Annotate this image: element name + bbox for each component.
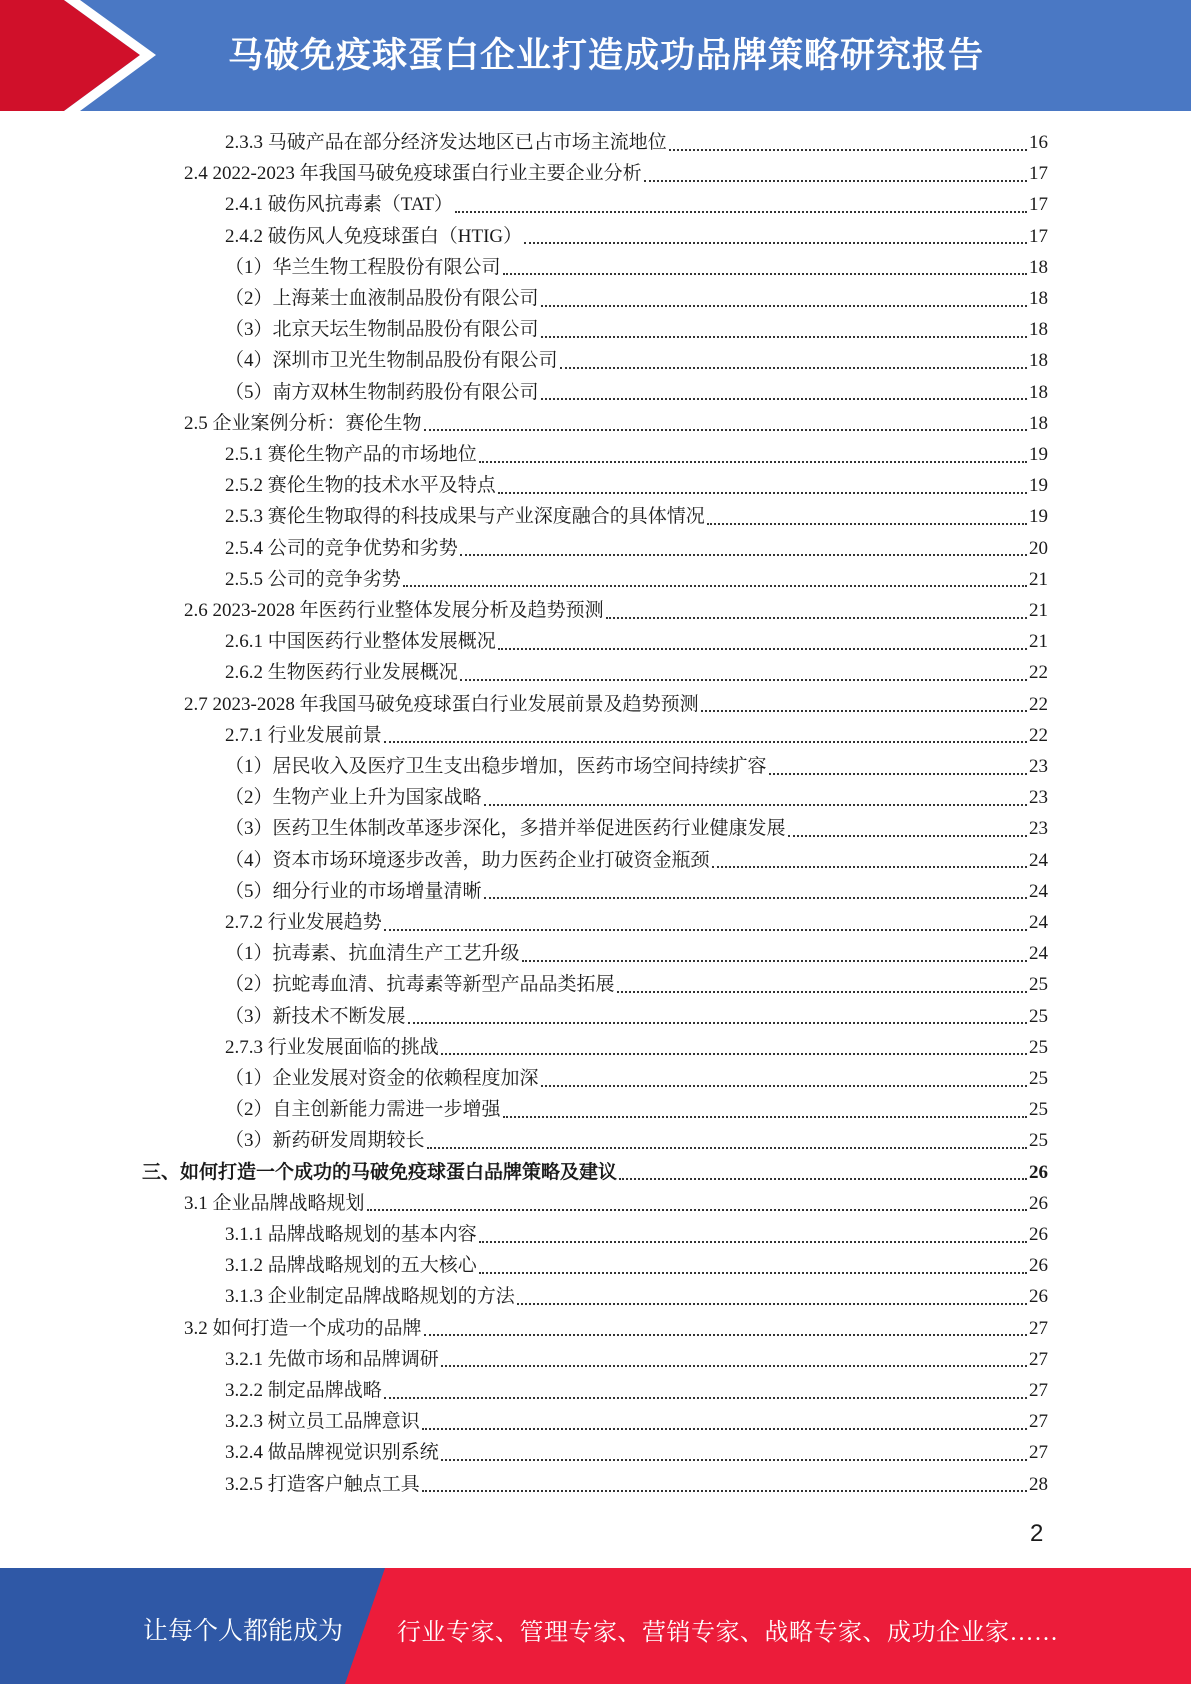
toc-entry-page: 26 <box>1029 1224 1048 1245</box>
toc-entry[interactable] <box>225 470 1048 501</box>
toc-entry[interactable] <box>184 158 1048 189</box>
toc-dot-leader <box>441 1459 1027 1461</box>
toc-entry[interactable] <box>225 1001 1048 1032</box>
toc-entry-page: 18 <box>1029 350 1048 372</box>
toc-entry-page: 17 <box>1029 163 1048 185</box>
toc-entry[interactable] <box>225 813 1048 844</box>
toc-entry-page: 22 <box>1029 662 1048 684</box>
toc-dot-leader <box>424 429 1027 431</box>
toc-entry-page: 19 <box>1029 506 1048 528</box>
toc-entry[interactable] <box>225 720 1048 751</box>
toc-entry[interactable] <box>225 314 1048 345</box>
toc-dot-leader <box>479 1272 1027 1274</box>
toc-dot-leader <box>498 492 1027 494</box>
toc-entry-title: （3）新技术不断发展 <box>225 1005 406 1027</box>
toc-entry-page: 24 <box>1029 849 1048 871</box>
toc-entry-title: 3.2 如何打造一个成功的品牌 <box>184 1317 422 1339</box>
toc-entry-page: 27 <box>1029 1380 1048 1401</box>
toc-entry[interactable] <box>225 1219 1048 1250</box>
toc-entry-title: 3.1.2 品牌战略规划的五大核心 <box>225 1255 477 1277</box>
toc-entry-page: 26 <box>1029 1161 1048 1183</box>
toc-entry-page: 23 <box>1029 787 1048 809</box>
toc-entry[interactable] <box>225 969 1048 1000</box>
toc-dot-leader <box>541 1085 1027 1087</box>
toc-dot-leader <box>517 1303 1027 1305</box>
toc-dot-leader <box>701 710 1027 712</box>
toc-entry[interactable] <box>225 626 1048 657</box>
toc-dot-leader <box>384 929 1027 931</box>
toc-entry-page: 24 <box>1029 912 1048 933</box>
toc-entry-title: 2.5 企业案例分析：赛伦生物 <box>184 412 422 434</box>
toc-entry-page: 25 <box>1029 1005 1048 1027</box>
toc-entry-title: 2.7.3 行业发展面临的挑战 <box>225 1036 439 1058</box>
footer-slogan-right: 行业专家、管理专家、营销专家、战略专家、成功企业家…… <box>397 1620 1059 1646</box>
toc-entry-page: 23 <box>1029 818 1048 840</box>
toc-entry-title: 3.2.5 打造客户触点工具 <box>225 1473 420 1495</box>
toc-dot-leader <box>541 336 1027 338</box>
toc-entry-title: 2.6.1 中国医药行业整体发展概况 <box>225 631 496 653</box>
toc-dot-leader <box>479 1241 1027 1243</box>
toc-entry[interactable] <box>225 564 1048 595</box>
toc-entry[interactable] <box>225 127 1048 158</box>
toc-entry-page: 25 <box>1029 1130 1048 1152</box>
toc-entry-title: 2.5.5 公司的竞争劣势 <box>225 568 401 590</box>
toc-dot-leader <box>484 804 1027 806</box>
toc-entry-title: 3.1.1 品牌战略规划的基本内容 <box>225 1224 477 1245</box>
toc-entry-title: 2.3.3 马破产品在部分经济发达地区已占市场主流地位 <box>225 132 667 153</box>
toc-entry-page: 22 <box>1029 693 1048 715</box>
toc-dot-leader <box>498 648 1027 650</box>
toc-entry-page: 25 <box>1029 1068 1048 1089</box>
toc-dot-leader <box>788 835 1027 837</box>
toc-entry[interactable] <box>184 1313 1048 1344</box>
toc-entry[interactable] <box>225 533 1048 564</box>
toc-entry-page: 27 <box>1029 1442 1048 1464</box>
toc-entry-title: 2.5.1 赛伦生物产品的市场地位 <box>225 444 477 465</box>
toc-entry[interactable] <box>225 377 1048 408</box>
toc-dot-leader <box>460 554 1027 556</box>
toc-entry-title: （1）居民收入及医疗卫生支出稳步增加，医药市场空间持续扩容 <box>225 756 767 777</box>
page-footer <box>0 1568 1191 1684</box>
toc-entry-title: 2.5.2 赛伦生物的技术水平及特点 <box>225 475 496 497</box>
toc-entry-title: 三、如何打造一个成功的马破免疫球蛋白品牌策略及建议 <box>142 1161 618 1183</box>
toc-dot-leader <box>644 180 1027 182</box>
toc-entry-title: （2）自主创新能力需进一步增强 <box>225 1099 501 1121</box>
toc-entry[interactable] <box>184 689 1048 720</box>
toc-entry-title: 2.5.4 公司的竞争优势和劣势 <box>225 537 458 559</box>
toc-entry-title: 2.4.1 破伤风抗毒素（TAT） <box>225 194 454 216</box>
toc-dot-leader <box>455 211 1027 213</box>
toc-dot-leader <box>503 1116 1027 1118</box>
toc-entry-title: 2.7.1 行业发展前景 <box>225 724 382 746</box>
toc-dot-leader <box>619 1178 1027 1180</box>
toc-entry[interactable] <box>225 1406 1048 1437</box>
toc-entry-page: 25 <box>1029 1036 1048 1058</box>
toc-entry-page: 27 <box>1029 1348 1048 1370</box>
toc-entry[interactable] <box>225 1250 1048 1281</box>
toc-entry[interactable] <box>225 1281 1048 1312</box>
page-title: 马破免疫球蛋白企业打造成功品牌策略研究报告 <box>228 36 985 76</box>
toc-dot-leader <box>560 367 1027 369</box>
toc-entry-title: 2.4 2022-2023 年我国马破免疫球蛋白行业主要企业分析 <box>184 163 642 185</box>
toc-entry-page: 27 <box>1029 1317 1048 1339</box>
toc-entry-title: 2.4.2 破伤风人免疫球蛋白（HTIG） <box>225 225 523 247</box>
toc-dot-leader <box>460 679 1027 681</box>
toc-dot-leader <box>408 1022 1027 1024</box>
toc-entry-page: 17 <box>1029 194 1048 216</box>
toc-dot-leader <box>707 523 1027 525</box>
toc-dot-leader <box>769 773 1027 775</box>
toc-entry-title: （1）抗毒素、抗血清生产工艺升级 <box>225 943 520 965</box>
toc-dot-leader <box>427 1147 1027 1149</box>
toc-entry-title: （5）细分行业的市场增量清晰 <box>225 880 482 902</box>
toc-dot-leader <box>441 1365 1027 1367</box>
toc-entry[interactable] <box>225 252 1048 283</box>
toc-dot-leader <box>384 741 1027 743</box>
toc-entry-page: 24 <box>1029 880 1048 902</box>
footer-slogan-left: 让每个人都能成为 <box>143 1618 344 1645</box>
toc-entry-page: 18 <box>1029 381 1048 403</box>
toc-entry-page: 18 <box>1029 319 1048 341</box>
toc-entry-page: 26 <box>1029 1286 1048 1308</box>
toc-entry-page: 17 <box>1029 225 1048 247</box>
toc-entry-page: 27 <box>1029 1411 1048 1433</box>
toc-entry-title: 3.2.2 制定品牌战略 <box>225 1380 382 1401</box>
toc-entry[interactable] <box>225 845 1048 876</box>
toc-entry[interactable] <box>184 595 1048 626</box>
toc-entry-title: （3）北京天坛生物制品股份有限公司 <box>225 319 539 341</box>
toc-entry-title: （5）南方双林生物制药股份有限公司 <box>225 381 539 403</box>
toc-entry[interactable] <box>225 876 1048 907</box>
toc-dot-leader <box>712 866 1027 868</box>
toc-dot-leader <box>522 960 1027 962</box>
toc-entry-title: 3.1 企业品牌战略规划 <box>184 1192 365 1214</box>
toc-entry[interactable] <box>225 189 1048 220</box>
toc-entry-title: 2.5.3 赛伦生物取得的科技成果与产业深度融合的具体情况 <box>225 506 705 528</box>
toc-dot-leader <box>606 617 1027 619</box>
header-red-arrow <box>0 0 140 111</box>
toc-entry-title: （2）生物产业上升为国家战略 <box>225 787 482 809</box>
toc-entry[interactable] <box>225 345 1048 376</box>
toc-entry[interactable] <box>225 1094 1048 1125</box>
toc-entry[interactable] <box>225 1125 1048 1156</box>
toc-entry-page: 18 <box>1029 256 1048 278</box>
toc-entry[interactable] <box>225 439 1048 470</box>
toc-dot-leader <box>484 897 1027 899</box>
toc-entry[interactable] <box>142 1157 1048 1188</box>
toc-entry-page: 19 <box>1029 444 1048 465</box>
toc-entry-title: （1）华兰生物工程股份有限公司 <box>225 256 501 278</box>
toc-dot-leader <box>479 461 1027 463</box>
toc-entry-page: 28 <box>1029 1473 1048 1495</box>
toc-entry-page: 21 <box>1029 600 1048 621</box>
toc-dot-leader <box>422 1490 1027 1492</box>
toc-entry-title: 2.6 2023-2028 年医药行业整体发展分析及趋势预测 <box>184 600 604 621</box>
toc-entry-page: 23 <box>1029 756 1048 777</box>
toc-entry-page: 24 <box>1029 943 1048 965</box>
toc-entry-page: 19 <box>1029 475 1048 497</box>
toc-dot-leader <box>403 585 1027 587</box>
toc-entry[interactable] <box>225 1063 1048 1094</box>
toc-entry[interactable] <box>225 221 1048 252</box>
toc-dot-leader <box>669 149 1027 151</box>
toc-dot-leader <box>422 1428 1027 1430</box>
toc-entry-page: 16 <box>1029 132 1048 153</box>
toc-entry-title: 3.2.3 树立员工品牌意识 <box>225 1411 420 1433</box>
toc-entry-page: 21 <box>1029 568 1048 590</box>
toc-dot-leader <box>524 242 1027 244</box>
toc-entry[interactable] <box>225 782 1048 813</box>
toc-dot-leader <box>441 1053 1027 1055</box>
toc-entry[interactable] <box>225 283 1048 314</box>
toc-entry[interactable] <box>225 657 1048 688</box>
toc-entry-title: （4）深圳市卫光生物制品股份有限公司 <box>225 350 558 372</box>
toc-entry[interactable] <box>225 938 1048 969</box>
toc-dot-leader <box>541 398 1027 400</box>
toc-entry-title: 2.7.2 行业发展趋势 <box>225 912 382 933</box>
toc-entry-title: 3.1.3 企业制定品牌战略规划的方法 <box>225 1286 515 1308</box>
toc-entry-page: 26 <box>1029 1192 1048 1214</box>
toc-entry[interactable] <box>225 1032 1048 1063</box>
toc-entry[interactable] <box>225 751 1048 782</box>
toc-entry[interactable] <box>225 1344 1048 1375</box>
toc-entry[interactable] <box>184 408 1048 439</box>
toc-entry-title: （2）上海莱士血液制品股份有限公司 <box>225 288 539 309</box>
toc-entry-title: （2）抗蛇毒血清、抗毒素等新型产品品类拓展 <box>225 974 615 996</box>
toc-entry-page: 25 <box>1029 1099 1048 1121</box>
toc-entry[interactable] <box>184 1188 1048 1219</box>
toc-dot-leader <box>367 1209 1027 1211</box>
toc-entry-title: 3.2.4 做品牌视觉识别系统 <box>225 1442 439 1464</box>
toc-entry[interactable] <box>225 907 1048 938</box>
toc-entry-title: 2.6.2 生物医药行业发展概况 <box>225 662 458 684</box>
toc-entry[interactable] <box>225 1469 1048 1500</box>
toc-entry[interactable] <box>225 501 1048 532</box>
page-header <box>0 0 1191 111</box>
toc-dot-leader <box>503 273 1027 275</box>
toc-entry-title: （1）企业发展对资金的依赖程度加深 <box>225 1068 539 1089</box>
toc-dot-leader <box>424 1334 1027 1336</box>
toc-dot-leader <box>617 991 1027 993</box>
toc-entry-title: （3）医药卫生体制改革逐步深化，多措并举促进医药行业健康发展 <box>225 818 786 840</box>
page-number: 2 <box>1030 1520 1044 1547</box>
toc-entry-page: 18 <box>1029 412 1048 434</box>
toc-entry[interactable] <box>225 1375 1048 1406</box>
toc-entry-title: 3.2.1 先做市场和品牌调研 <box>225 1348 439 1370</box>
toc-entry[interactable] <box>225 1437 1048 1468</box>
toc-entry-title: （3）新药研发周期较长 <box>225 1130 425 1152</box>
toc-entry-page: 20 <box>1029 537 1048 559</box>
toc-entry-page: 26 <box>1029 1255 1048 1277</box>
toc-dot-leader <box>384 1397 1027 1399</box>
toc-entry-page: 21 <box>1029 631 1048 653</box>
toc-dot-leader <box>541 305 1027 307</box>
toc-entry-page: 18 <box>1029 288 1048 309</box>
toc-entry-title: （4）资本市场环境逐步改善，助力医药企业打破资金瓶颈 <box>225 849 710 871</box>
toc-entry-page: 25 <box>1029 974 1048 996</box>
toc-entry-title: 2.7 2023-2028 年我国马破免疫球蛋白行业发展前景及趋势预测 <box>184 693 699 715</box>
toc-entry-page: 22 <box>1029 724 1048 746</box>
